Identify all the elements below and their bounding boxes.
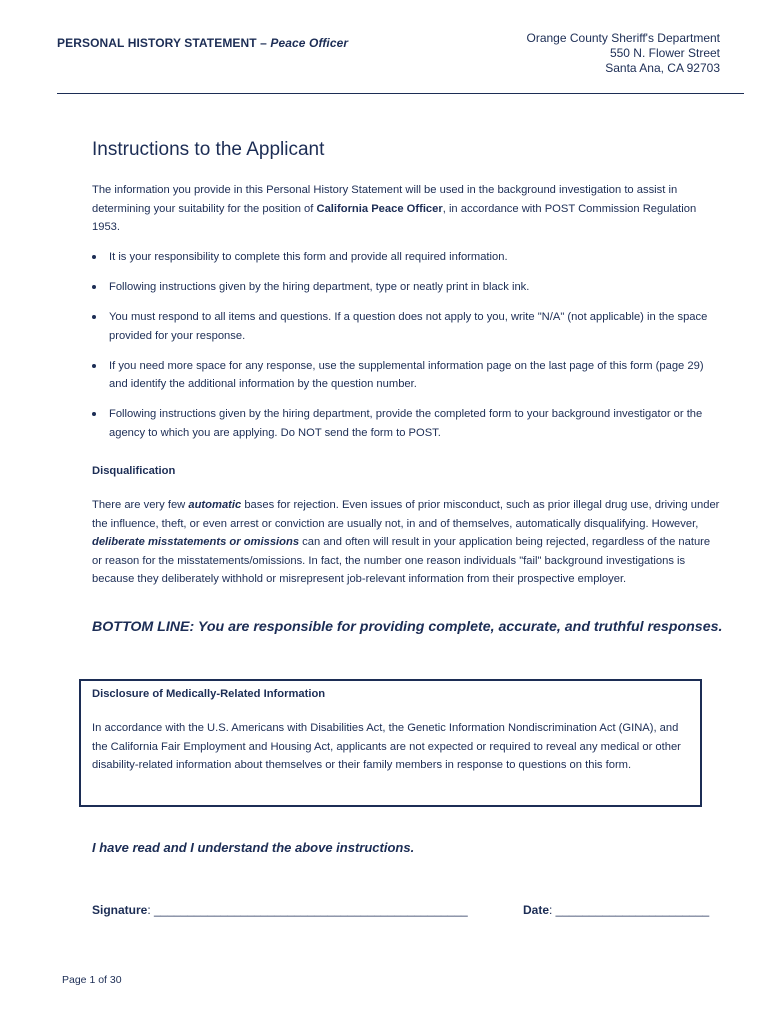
- disq-text-2: bases for rejection. Even issues of prior misconduct, such as prior illegal drug use, driving under the influence, theft, or even arrest or conviction are usually not, in and of themselves, automatically disqualifying. However,: [92, 499, 720, 530]
- instruction-list: [92, 248, 724, 454]
- acknowledgement-statement: I have read and I understand the above instructions.: [92, 840, 415, 855]
- signature-label: Signature: [92, 903, 148, 917]
- disq-text-3: can and often will result in your application being rejected, regardless of the nature or reason for the misstatements/omissions. In fact, the number one reason individuals "fail" background investigations is because they deliberately withhold or misrepresent job-relevant information from their prospective employer.: [92, 536, 711, 585]
- date-line[interactable]: : _______________________: [549, 903, 710, 917]
- signature-line[interactable]: : _______________________________________________: [147, 903, 468, 917]
- disq-emphasis-misstatements: deliberate misstatements or omissions: [92, 536, 300, 548]
- signature-field[interactable]: [92, 903, 468, 917]
- agency-name: Orange County Sheriff's Department: [526, 31, 720, 45]
- instruction-item: You must respond to all items and questions. If a question does not apply to you, write "N/A" (not applicable) in the space provided for your response.: [92, 308, 724, 345]
- agency-street: 550 N. Flower Street: [609, 46, 720, 60]
- agency-address: [527, 31, 721, 76]
- bottom-line-statement: [92, 619, 722, 635]
- disq-emphasis-automatic: automatic: [188, 499, 242, 511]
- intro-text-1: The information you provide in this Personal History Statement will be used in the background investigation to assist in determining your suitability for the position of: [92, 184, 678, 215]
- form-title-prefix: PERSONAL HISTORY STATEMENT –: [57, 36, 271, 50]
- bottom-line-label: BOTTOM LINE: [92, 619, 190, 635]
- disqualification-paragraph: [92, 496, 722, 589]
- instruction-item: It is your responsibility to complete this form and provide all required information.: [92, 248, 724, 267]
- intro-text-2: , in accordance with POST Commission Regulation 1953.: [92, 202, 697, 233]
- date-field[interactable]: [523, 903, 709, 917]
- header-divider: [57, 93, 744, 94]
- bottom-line-text: : You are responsible for providing complete, accurate, and truthful responses.: [189, 619, 723, 635]
- intro-position: California Peace Officer: [316, 202, 443, 215]
- page-title: Instructions to the Applicant: [92, 139, 325, 160]
- form-title: [57, 36, 348, 50]
- disclosure-title: Disclosure of Medically-Related Information: [92, 688, 326, 700]
- disclosure-body: In accordance with the U.S. Americans with Disabilities Act, the Genetic Information Nondiscrimination Act (GINA), and the California Fair Employment and Housing Act, applicants are not expected or required to reveal any medical or other disability-related information about themselves or their family members in response to questions on this form.: [92, 722, 681, 771]
- page-number: Page 1 of 30: [62, 974, 122, 986]
- instruction-item: Following instructions given by the hiring department, provide the completed form to your background investigator or the agency to which you are applying. Do NOT send the form to POST.: [92, 405, 724, 442]
- date-label: Date: [523, 903, 550, 917]
- instruction-item: Following instructions given by the hiring department, type or neatly print in black ink.: [92, 278, 724, 297]
- agency-city: Santa Ana, CA 92703: [605, 61, 720, 75]
- disclosure-box: [79, 679, 702, 807]
- intro-paragraph: [92, 181, 722, 237]
- disqualification-heading: Disqualification: [92, 465, 176, 477]
- disq-text-1: There are very few: [92, 499, 189, 511]
- form-title-suffix: Peace Officer: [270, 36, 349, 50]
- instruction-item: If you need more space for any response, use the supplemental information page on the last page of this form (page 29) and identify the additional information by the question number.: [92, 357, 724, 394]
